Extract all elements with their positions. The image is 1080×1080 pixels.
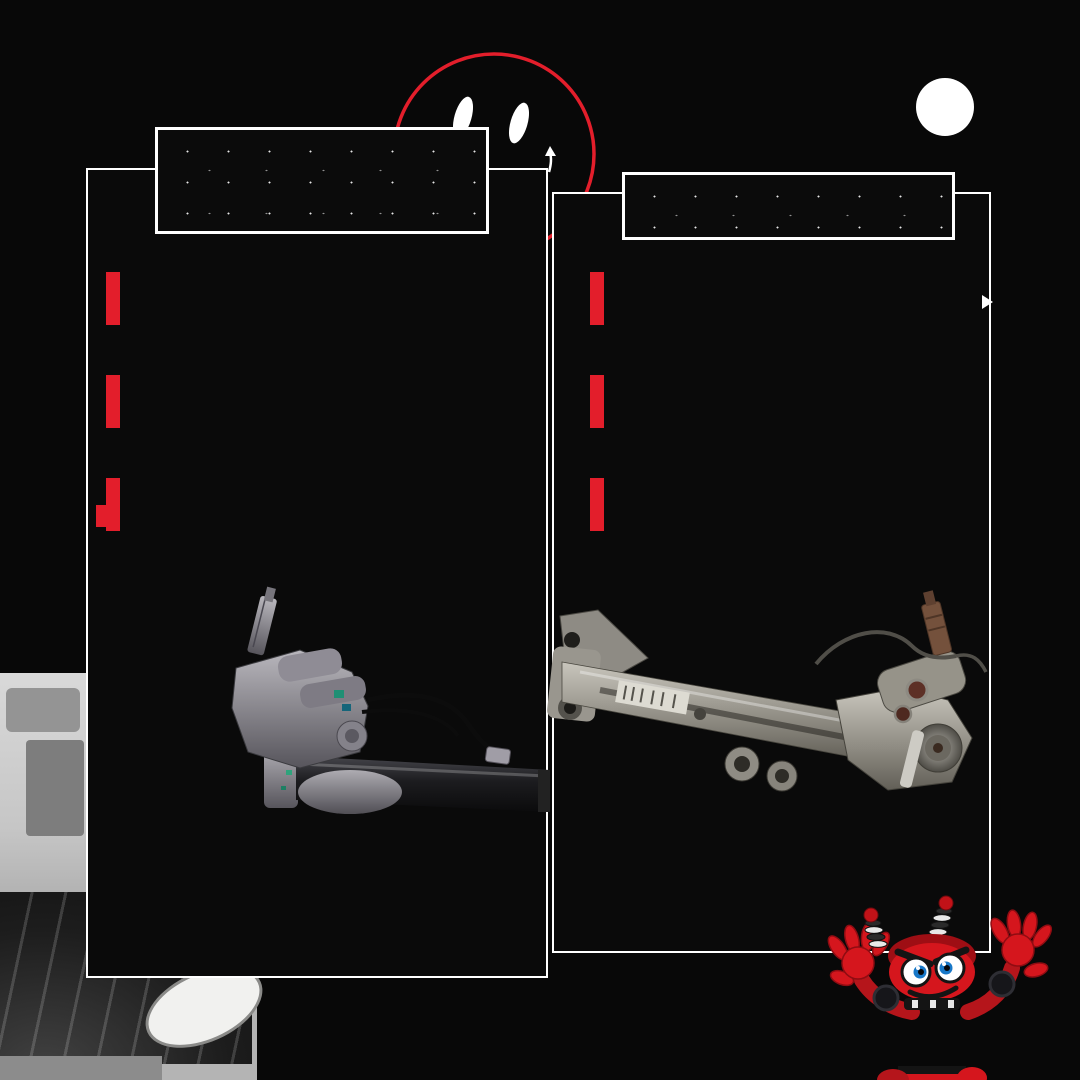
- photo-machine-shape-2: [26, 740, 84, 836]
- photo-floor-strip: [0, 1056, 162, 1080]
- renewed-feature-row-3: [590, 478, 620, 531]
- title-nuevo: [155, 127, 489, 234]
- red-bar: [106, 478, 120, 531]
- renewed-feature-row-2: [590, 375, 620, 428]
- renewed-feature-row-1: [590, 272, 620, 325]
- new-feature-row-3: [106, 478, 136, 531]
- ring-dot-grid: [1000, 595, 1060, 780]
- panel-new: [86, 168, 548, 978]
- red-bar: [106, 272, 120, 325]
- new-feature-row-1: [106, 272, 136, 325]
- photo-machine-shape: [6, 688, 80, 732]
- red-bar: [590, 375, 604, 428]
- new-feature-row-2: [106, 375, 136, 428]
- red-bar: [106, 375, 120, 428]
- title-renovado: [622, 172, 955, 240]
- red-bar: [590, 478, 604, 531]
- circle-17-logo-icon: [916, 78, 974, 136]
- red-bar: [590, 272, 604, 325]
